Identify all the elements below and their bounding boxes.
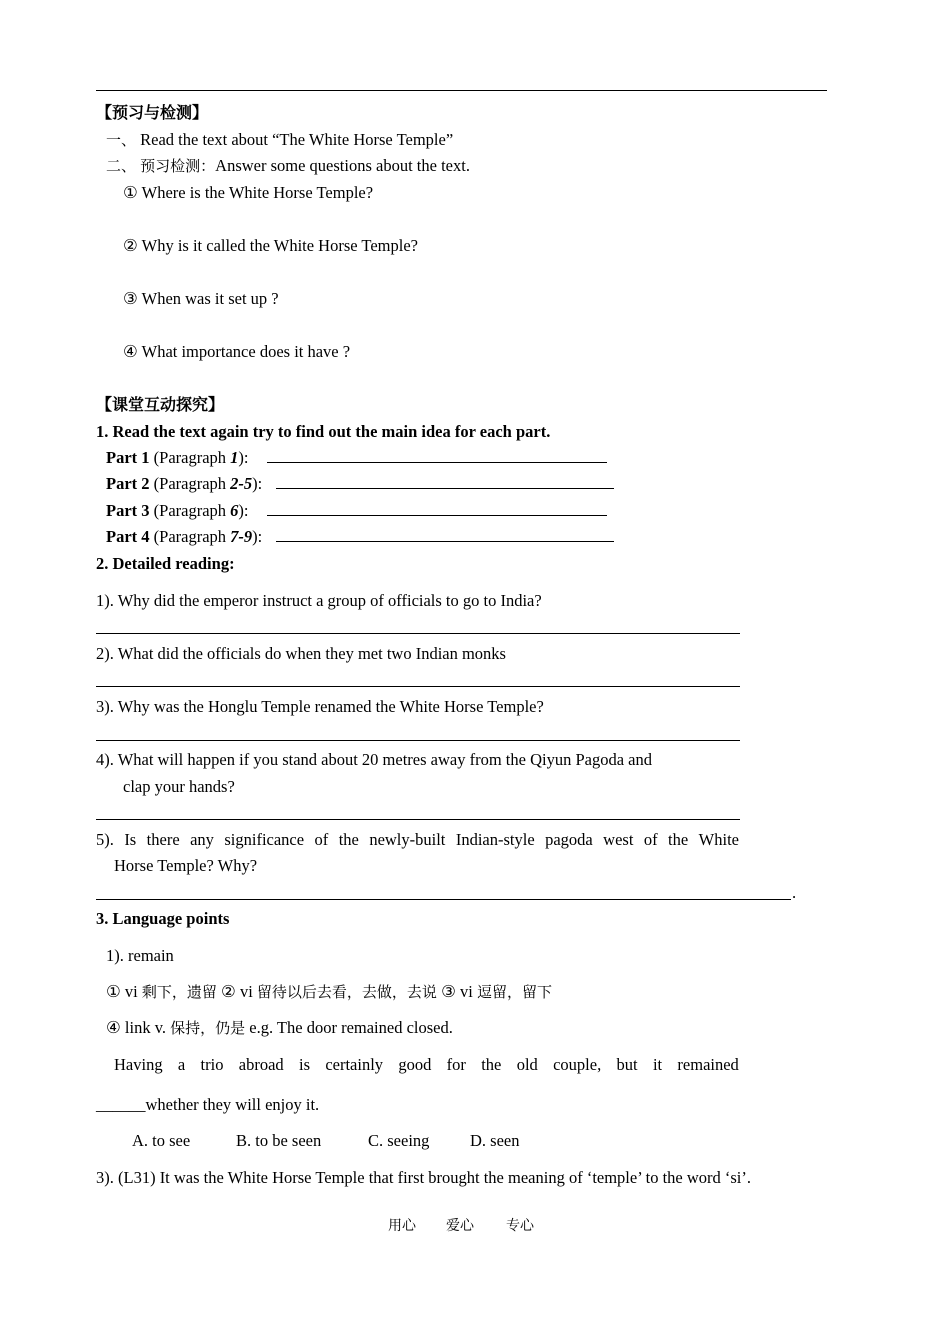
meaning-line-2: ④ link v. 保持，仍是 e.g. The door remained closed. xyxy=(106,1018,453,1037)
section-heading-classroom: 【课堂互动探究】 xyxy=(96,395,225,414)
answer-blank[interactable]: ______ xyxy=(96,1095,146,1114)
detail-question-1: 1). Why did the emperor instruct a group of officials to go to India? xyxy=(96,591,542,610)
item-text: Answer some questions about the text. xyxy=(215,156,470,175)
example-sentence: Having a trio abroad is certainly good for the old couple, but it remained xyxy=(114,1055,739,1074)
answer-blank[interactable] xyxy=(276,474,614,489)
task-2-heading: 2. Detailed reading: xyxy=(96,554,235,573)
part-row-2: Part 2 (Paragraph 2-5): xyxy=(106,474,614,494)
option-a[interactable]: A. to see xyxy=(132,1131,191,1150)
preview-question-3: ③ When was it set up ? xyxy=(123,289,279,308)
part-row-4: Part 4 (Paragraph 7-9): xyxy=(106,527,614,547)
answer-line-1[interactable] xyxy=(96,633,740,634)
meaning-line-1: ① vi 剩下，遗留 ② vi 留待以后去看，去做，去说 ③ vi 逗留，留下 xyxy=(106,982,552,1001)
option-c[interactable]: C. seeing xyxy=(368,1131,430,1150)
answer-line-4[interactable] xyxy=(96,819,740,820)
item-label: 预习检测： xyxy=(140,157,216,175)
item-text: Read the text about “The White Horse Temple” xyxy=(140,130,454,149)
footer-word-1: 用心 xyxy=(388,1218,416,1234)
part-row-3: Part 3 (Paragraph 6): xyxy=(106,501,607,521)
option-b[interactable]: B. to be seen xyxy=(236,1131,322,1150)
part-label: Part 2 xyxy=(106,474,150,493)
answer-line-3[interactable] xyxy=(96,740,740,741)
preview-question-1: ① Where is the White Horse Temple? xyxy=(123,183,374,202)
section-heading-preview: 【预习与检测】 xyxy=(96,103,209,122)
answer-line-5[interactable] xyxy=(96,899,791,900)
header-rule xyxy=(96,90,827,91)
task-1-heading: 1. Read the text again try to find out the main idea for each part. xyxy=(96,422,551,441)
part-label: Part 3 xyxy=(106,501,150,520)
preview-item-1 xyxy=(106,130,453,150)
detail-question-5-cont: Horse Temple? Why? xyxy=(114,856,258,875)
part-label: Part 1 xyxy=(106,448,150,467)
detail-question-2: 2). What did the officials do when they met two Indian monks xyxy=(96,644,506,663)
part-label: Part 4 xyxy=(106,527,150,546)
part-row-1: Part 1 (Paragraph 1): xyxy=(106,448,607,468)
answer-blank[interactable] xyxy=(267,448,607,463)
answer-line-2[interactable] xyxy=(96,686,740,687)
detail-question-3: 3). Why was the Honglu Temple renamed the White Horse Temple? xyxy=(96,697,544,716)
preview-question-2: ② Why is it called the White Horse Temple? xyxy=(123,236,418,255)
detail-question-4: 4). What will happen if you stand about 20 metres away from the Qiyun Pagoda and xyxy=(96,750,652,769)
footer-word-2: 爱心 xyxy=(446,1218,474,1234)
item-number: 二、 xyxy=(106,157,137,175)
task-3-heading: 3. Language points xyxy=(96,909,230,928)
preview-item-2 xyxy=(106,156,470,176)
option-d[interactable]: D. seen xyxy=(470,1131,520,1150)
language-point-3: 3). (L31) It was the White Horse Temple that first brought the meaning of ‘temple’ to the word ‘si’. xyxy=(96,1168,752,1187)
item-number: 一、 xyxy=(106,131,137,149)
answer-blank[interactable] xyxy=(276,527,614,542)
example-sentence-cont: ______whether they will enjoy it. xyxy=(96,1095,320,1114)
detail-question-5: 5). Is there any significance of the newly-built Indian-style pagoda west of the White xyxy=(96,830,739,849)
answer-line-5-period: . xyxy=(792,883,797,902)
language-point-1: 1). remain xyxy=(106,946,174,965)
preview-question-4: ④ What importance does it have ? xyxy=(123,342,351,361)
footer-word-3: 专心 xyxy=(506,1218,534,1234)
answer-blank[interactable] xyxy=(267,501,607,516)
detail-question-4-cont: clap your hands? xyxy=(123,777,235,796)
